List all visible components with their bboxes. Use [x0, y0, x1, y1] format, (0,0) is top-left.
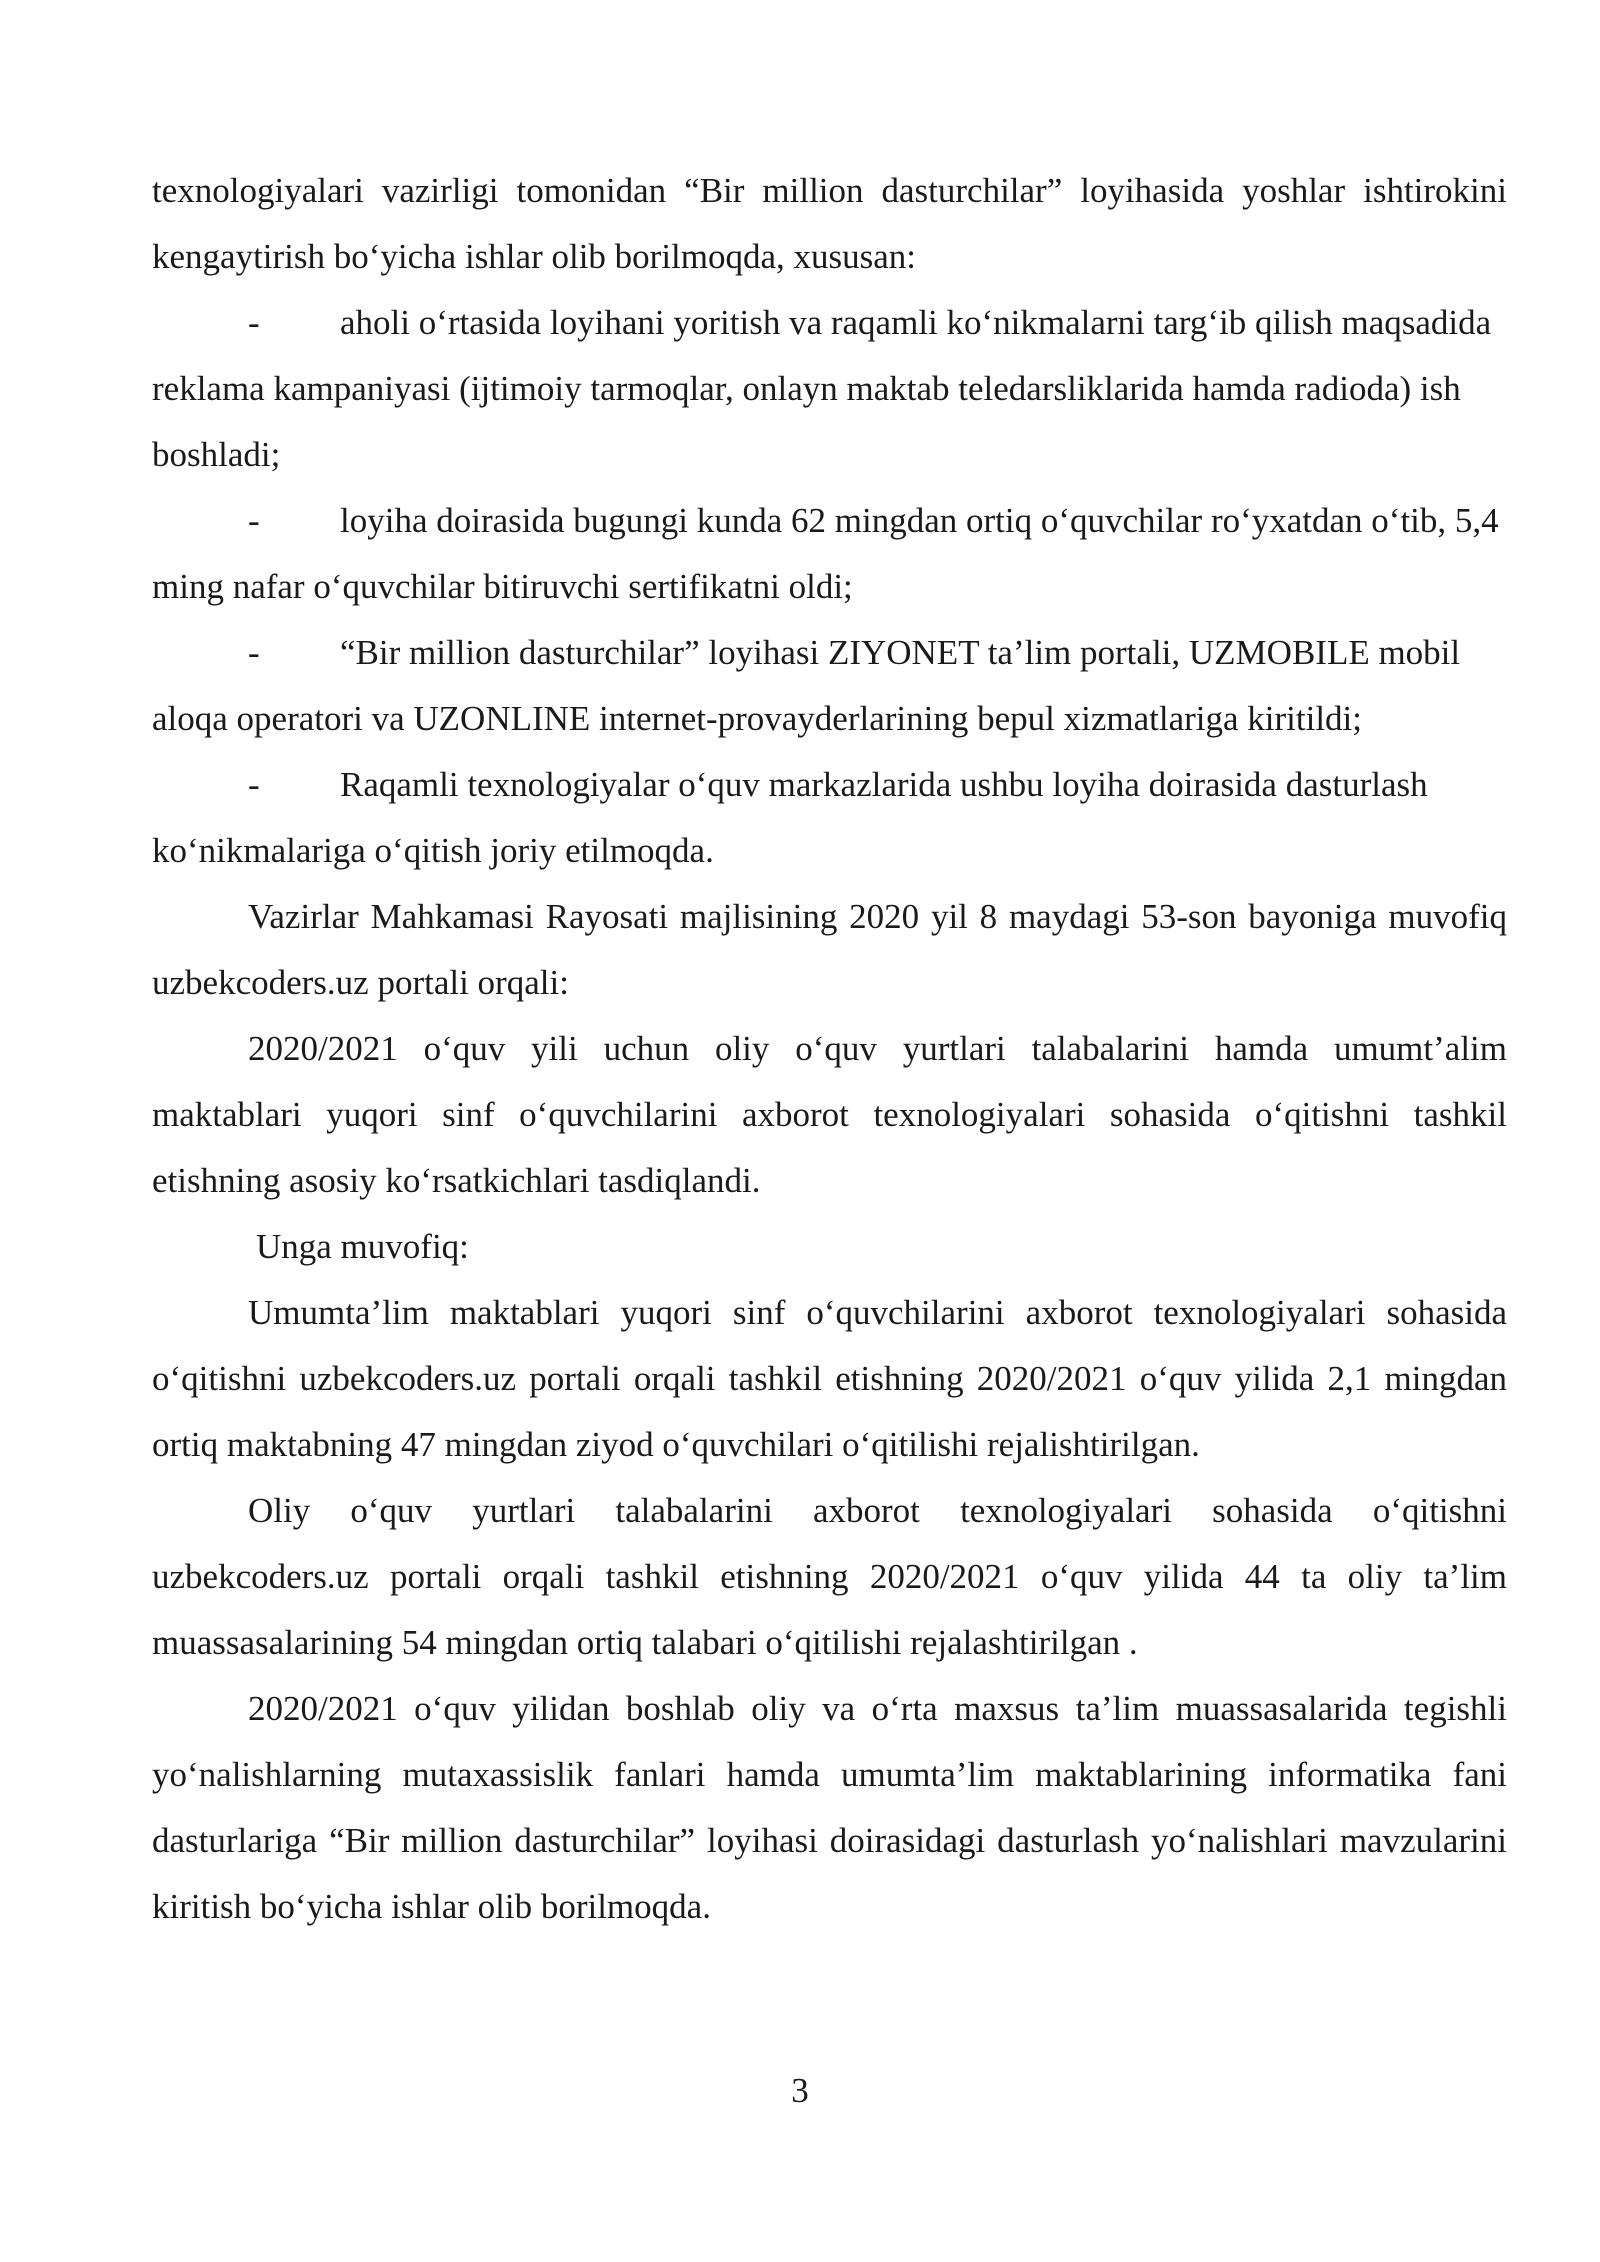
- bullet-dash: -: [248, 303, 260, 342]
- paragraph: Vazirlar Mahkamasi Rayosati majlisining 2020 yil 8 maydagi 53-son bayoniga muvofiq uzbekcoders.uz portali orqali:: [152, 897, 1507, 1002]
- list-item: [152, 752, 1507, 884]
- bullet-dash: -: [248, 765, 260, 804]
- list-item: [152, 290, 1507, 488]
- list-item: [152, 620, 1507, 752]
- document-body: [152, 158, 1507, 1940]
- paragraph: Umumta’lim maktablari yuqori sinf o‘quvchilarini axborot texnologiyalari sohasida o‘qitishni uzbekcoders.uz portali orqali tashkil etishning 2020/2021 o‘quv yilida 2,1 mingdan ortiq maktabning 47 mingdan ziyod o‘quvchilari o‘qitilishi rejalishtirilgan.: [152, 1293, 1507, 1464]
- list-item-text: aholi o‘rtasida loyihani yoritish va raqamli ko‘nikmalarni targ‘ib qilish maqsadida reklama kampaniyasi (ijtimoiy tarmoqlar, onlayn maktab teledarsliklarida hamda radioda) ish boshladi;: [152, 303, 1492, 474]
- paragraph: 2020/2021 o‘quv yili uchun oliy o‘quv yurtlari talabalarini hamda umumt’alim maktablari yuqori sinf o‘quvchilarini axborot texnologiyalari sohasida o‘qitishni tashkil etishning asosiy ko‘rsatkichlari tasdiqlandi.: [152, 1029, 1507, 1200]
- bullet-dash: -: [248, 633, 260, 672]
- paragraph: Oliy o‘quv yurtlari talabalarini axborot texnologiyalari sohasida o‘qitishni uzbekcoders.uz portali orqali tashkil etishning 2020/2021 o‘quv yilida 44 ta oliy ta’lim muassasalarining 54 mingdan ortiq talabari o‘qitilishi rejalashtirilgan .: [152, 1491, 1507, 1662]
- list-item: [152, 488, 1507, 620]
- paragraph: Unga muvofiq:: [256, 1227, 469, 1266]
- paragraph: texnologiyalari vazirligi tomonidan “Bir million dasturchilar” loyihasida yoshlar ishtirokini kengaytirish bo‘yicha ishlar olib borilmoqda, xususan:: [152, 171, 1507, 276]
- list-item-text: Raqamli texnologiyalar o‘quv markazlarida ushbu loyiha doirasida dasturlash ko‘nikmalariga o‘qitish joriy etilmoqda.: [152, 765, 1428, 870]
- list-item-text: “Bir million dasturchilar” loyihasi ZIYONET ta’lim portali, UZMOBILE mobil aloqa operatori va UZONLINE internet-provayderlarining bepul xizmatlariga kiritildi;: [152, 633, 1461, 738]
- paragraph: 2020/2021 o‘quv yilidan boshlab oliy va o‘rta maxsus ta’lim muassasalarida tegishli yo‘nalishlarning mutaxassislik fanlari hamda umumta’lim maktablarining informatika fani dasturlariga “Bir million dasturchilar” loyihasi doirasidagi dasturlash yo‘nalishlari mavzularini kiritish bo‘yicha ishlar olib borilmoqda.: [152, 1689, 1507, 1926]
- bullet-dash: -: [248, 501, 260, 540]
- list-item-text: loyiha doirasida bugungi kunda 62 mingdan ortiq o‘quvchilar ro‘yxatdan o‘tib, 5,4 ming nafar o‘quvchilar bitiruvchi sertifikatni oldi;: [152, 501, 1499, 606]
- page-number: 3: [791, 2071, 809, 2110]
